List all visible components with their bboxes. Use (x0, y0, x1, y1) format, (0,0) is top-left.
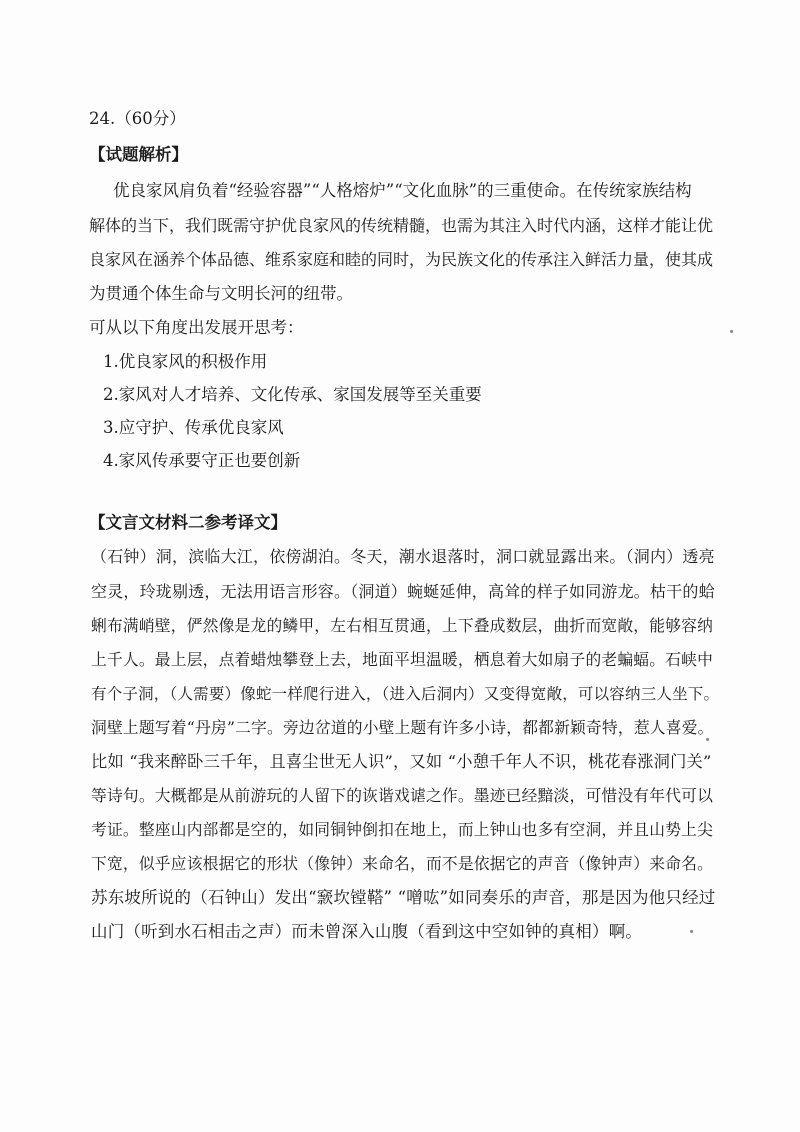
scan-speck (730, 330, 733, 333)
translation-line: 下宽，似乎应该根据它的形状（像钟）来命名，而不是依据它的声音（像钟声）来命名。 (91, 854, 714, 873)
translation-line: 洞壁上题写着“丹房”二字。旁边岔道的小壁上题有许多小诗，都都新颖奇特，惹人喜爱。 (91, 718, 714, 737)
analysis-line: 优良家风肩负着“经验容器”“人格熔炉”“文化血脉”的三重使命。在传统家族结构 (113, 181, 692, 200)
translation-line: 苏东坡所说的（石钟山）发出“窾坎镗鞳” “噌吰”如同奏乐的声音，那是因为他只经过 (91, 888, 716, 907)
translation-line: 有个子洞，（人需要）像蛇一样爬行进入，（进入后洞内）又变得宽敞，可以容纳三人坐下。 (91, 685, 720, 703)
question-number: 24.（60分） (89, 109, 186, 128)
analysis-line: 良家风在涵养个体品德、维系家庭和睦的同时，为民族文化的传承注入鲜活力量，使其成 (89, 250, 714, 269)
scan-speck (706, 738, 709, 741)
translation-line: 山门（听到水石相击之声）而未曾深入山腹（看到这中空如钟的真相）啊。 (91, 922, 643, 941)
list-item: 3.应守护、传承优良家风 (103, 418, 284, 437)
translation-line: 等诗句。大概都是从前游玩的人留下的诙谐戏谑之作。墨迹已经黯淡，可惜没有年代可以 (91, 786, 714, 805)
list-item: 1.优良家风的积极作用 (103, 352, 268, 371)
translation-line: 比如 “我来醉卧三千年，且喜尘世无人识”，又如 “小憩千年人不识，桃花春涨洞门关” (91, 752, 712, 771)
list-item: 2.家风对人才培养、文化传承、家国发展等至关重要 (103, 385, 482, 404)
translation-line: 空灵，玲珑剔透，无法用语言形容。（洞道）蜿蜒延伸，高耸的样子如同游龙。枯干的蛤 (91, 582, 715, 601)
list-item: 4.家风传承要守正也要创新 (103, 451, 301, 470)
translation-line: （石钟）洞，滨临大江，依傍湖泊。冬天，潮水退落时，洞口就显露出来。（洞内）透亮 (91, 547, 715, 566)
translation-line: 蜊布满峭壁，俨然像是龙的鳞甲，左右相互贯通，上下叠成数层，曲折而宽敞，能够容纳 (91, 616, 714, 635)
translation-line: 上千人。最上层，点着蜡烛攀登上去，地面平坦温暖，栖息着大如扇子的老蝙蝠。石峡中 (91, 650, 714, 669)
analysis-heading: 【试题解析】 (89, 145, 188, 164)
analysis-line: 为贯通个体生命与文明长河的纽带。 (89, 284, 353, 303)
scan-speck (690, 930, 693, 933)
translation-heading: 【文言文材料二参考译文】 (89, 513, 287, 532)
translation-line: 考证。整座山内部都是空的，如同铜钟倒扣在地上，而上钟山也多有空洞，并且山势上尖 (91, 820, 714, 839)
analysis-line: 解体的当下，我们既需守护优良家风的传统精髓，也需为其注入时代内涵，这样才能让优 (89, 216, 714, 235)
thinking-intro: 可从以下角度出发展开思考： (89, 318, 304, 337)
